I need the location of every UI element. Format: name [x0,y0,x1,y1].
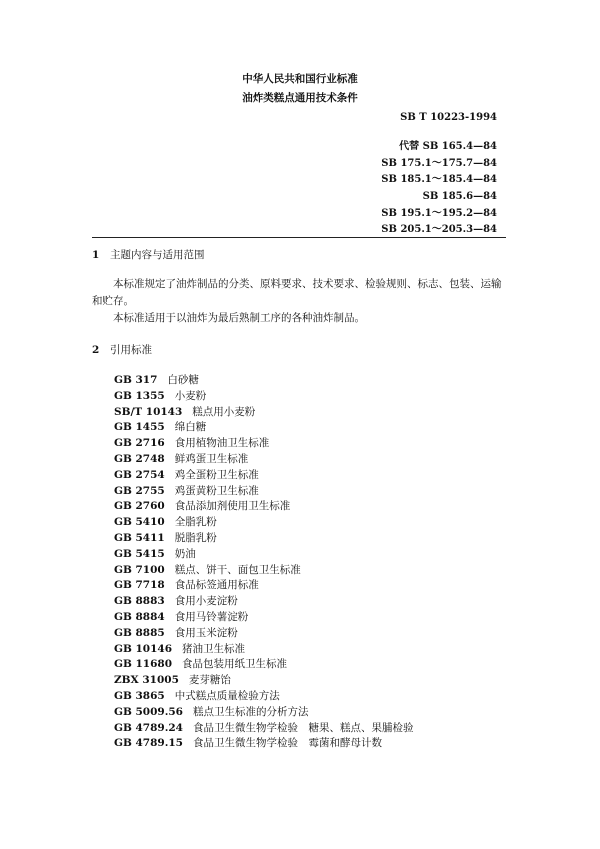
section-1-paragraph: 本标准适用于以油炸为最后熟制工序的各种油炸制品。 [113,312,365,324]
reference-item [114,420,414,436]
section-number: 1 [92,249,100,261]
replaced-standard: SB 175.1～175.7—84 [381,157,497,169]
replaced-standard: 代替 SB 165.4—84 [399,141,497,152]
reference-title: 鸡全蛋粉卫生标准 [174,468,259,481]
reference-title: 小麦粉 [174,389,207,402]
reference-item [114,499,414,515]
section-title: 主题内容与适用范围 [110,249,205,261]
replaced-standard: SB 205.1～205.3—84 [381,224,497,236]
replaced-standards [381,139,497,239]
reference-code: GB 5411 [114,531,165,544]
reference-code: GB 7100 [114,563,165,576]
section-number: 2 [92,344,100,356]
header-divider [92,237,506,238]
reference-item [114,705,414,721]
reference-code: GB 7718 [114,579,165,592]
reference-title: 糕点用小麦粉 [192,405,256,418]
reference-code: GB 2716 [114,437,165,450]
reference-item [114,610,414,626]
reference-title: 中式糕点质量检验方法 [174,689,280,702]
reference-title: 食品包装用纸卫生标准 [182,658,288,671]
reference-item [114,626,414,642]
replaced-standard: SB 195.1～195.2—84 [381,207,497,219]
reference-item [114,436,414,452]
reference-item [114,389,414,405]
reference-title: 糕点、饼干、面包卫生标准 [174,563,301,576]
reference-code: GB 5410 [114,516,165,529]
reference-item [114,721,414,737]
reference-code: GB 3865 [114,689,165,702]
issuing-body-title: 中华人民共和国行业标准 [242,73,358,85]
reference-title: 食品标签通用标准 [174,579,259,592]
reference-item [114,563,414,579]
replaced-standard: SB 185.6—84 [422,191,497,203]
reference-title: 脱脂乳粉 [174,531,217,544]
reference-code: GB 2754 [114,468,165,481]
section-2-heading [92,344,152,357]
reference-code: GB 5415 [114,547,165,560]
reference-item [114,578,414,594]
reference-code: GB 1355 [114,389,165,402]
reference-title: 食用玉米淀粉 [174,626,238,639]
reference-code: GB 317 [114,374,158,386]
reference-item [114,515,414,531]
reference-title: 猪油卫生标准 [182,642,246,655]
reference-code: GB 10146 [114,642,173,655]
reference-title: 鲜鸡蛋卫生标准 [174,452,249,465]
reference-code: GB 8884 [114,610,165,623]
reference-item [114,673,414,689]
reference-title: 鸡蛋黄粉卫生标准 [174,484,259,497]
reference-title: 食品添加剂使用卫生标准 [174,500,291,513]
reference-item [114,405,414,421]
reference-code: GB 5009.56 [114,705,183,718]
reference-code: GB 2748 [114,452,165,465]
reference-item [114,689,414,705]
reference-title: 食品卫生微生物学检验 糖果、糕点、果脯检验 [193,721,414,734]
reference-item [114,642,414,658]
reference-code: ZBX 31005 [114,674,179,687]
reference-title: 奶油 [174,547,196,560]
reference-title: 食用小麦淀粉 [174,595,238,608]
reference-item [114,484,414,500]
reference-code: GB 4789.24 [114,721,183,734]
reference-code: GB 4789.15 [114,737,183,750]
reference-list [114,373,414,752]
reference-item [114,547,414,563]
reference-title: 糕点卫生标准的分析方法 [193,705,309,718]
section-1-heading [92,249,205,262]
reference-code: GB 2755 [114,484,165,497]
reference-item [114,531,414,547]
replaced-standard: SB 185.1～185.4—84 [381,174,497,186]
reference-title: 麦芽糖饴 [188,674,231,687]
reference-item [114,373,414,389]
reference-title: 食品卫生微生物学检验 霉菌和酵母计数 [193,737,382,750]
section-1-paragraph: 本标准规定了油炸制品的分类、原料要求、技术要求、检验规则、标志、包装、运输和贮存。 [92,278,502,307]
reference-code: GB 8885 [114,626,165,639]
section-title: 引用标准 [110,344,152,356]
reference-item [114,736,414,752]
reference-title: 食用植物油卫生标准 [174,437,270,450]
reference-code: GB 11680 [114,658,173,671]
reference-code: SB/T 10143 [114,405,183,418]
reference-item [114,657,414,673]
reference-item [114,594,414,610]
reference-code: GB 1455 [114,421,165,434]
reference-title: 白砂糖 [167,374,199,386]
reference-code: GB 8883 [114,595,165,608]
reference-item [114,468,414,484]
reference-code: GB 2760 [114,500,165,513]
reference-title: 全脂乳粉 [174,516,217,529]
standard-number: SB T 10223-1994 [400,112,497,123]
reference-title: 绵白糖 [174,421,207,434]
reference-item [114,452,414,468]
document-title: 油炸类糕点通用技术条件 [242,92,358,104]
reference-title: 食用马铃薯淀粉 [174,610,249,623]
